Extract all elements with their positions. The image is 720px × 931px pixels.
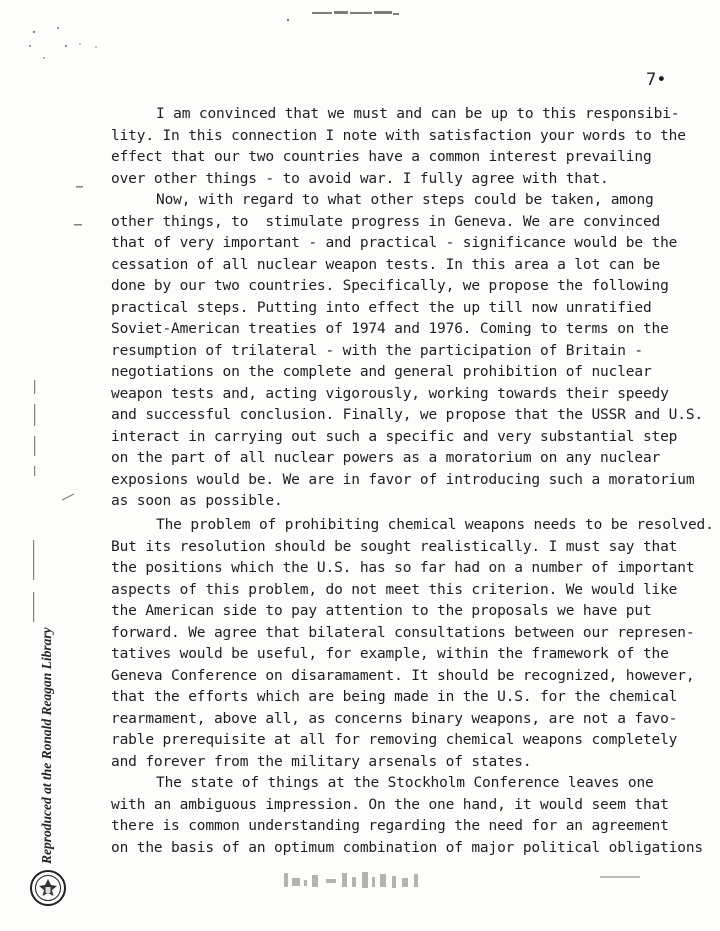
text-line: weapon tests and, acting vigorously, working towards their speedy bbox=[111, 385, 669, 402]
text-line: exposions would be. We are in favor of introducing such a moratorium bbox=[111, 471, 695, 488]
text-line: rearmament, above all, as concerns binary weapons, are not a favo- bbox=[111, 710, 678, 727]
text-line: The state of things at the Stockholm Conference leaves one bbox=[156, 775, 654, 791]
text-line: rable prerequisite at all for removing chemical weapons completely bbox=[111, 732, 678, 748]
text-line: Soviet-American treaties of 1974 and 1976. Coming to terms on the bbox=[111, 321, 669, 337]
text-line: done by our two countries. Specifically, we propose the following bbox=[111, 278, 669, 294]
text-line: Geneva Conference on disaramament. It should be recognized, however, bbox=[111, 667, 695, 684]
text-line: other things, to stimulate progress in Geneva. We are convinced bbox=[111, 213, 661, 230]
text-line: with an ambiguous impression. On the one hand, it would seem that bbox=[111, 796, 669, 813]
library-stamp-text: Reproduced at the Ronald Reagan Library bbox=[39, 627, 54, 864]
page-number: 7• bbox=[646, 70, 667, 90]
text-line: I am convinced that we must and can be up to this responsibi- bbox=[156, 106, 680, 122]
text-line: But its resolution should be sought realistically. I must say that bbox=[111, 538, 678, 555]
text-line: negotiations on the complete and general prohibition of nuclear bbox=[111, 364, 652, 380]
text-line: The problem of prohibiting chemical weapons needs to be resolved. bbox=[156, 517, 714, 533]
text-line: the American side to pay attention to the proposals we have put bbox=[111, 603, 652, 619]
text-line: aspects of this problem, do not meet this criterion. We would like bbox=[111, 581, 678, 598]
text-line: lity. In this connection I note with satisfaction your words to the bbox=[111, 127, 686, 144]
text-line: cessation of all nuclear weapon tests. In this area a lot can be bbox=[111, 256, 661, 273]
text-line: Now, with regard to what other steps could be taken, among bbox=[156, 192, 654, 208]
text-line: forward. We agree that bilateral consultations between our represen- bbox=[111, 624, 695, 641]
text-line: tatives would be useful, for example, within the framework of the bbox=[111, 646, 669, 662]
text-line: practical steps. Putting into effect the up till now unratified bbox=[111, 299, 652, 316]
text-line: that of very important - and practical - significance would be the bbox=[111, 235, 678, 251]
text-line: on the part of all nuclear powers as a moratorium on any nuclear bbox=[111, 450, 661, 466]
text-line: that the efforts which are being made in the U.S. for the chemical bbox=[111, 689, 678, 705]
library-stamp bbox=[28, 627, 68, 910]
text-line: the positions which the U.S. has so far had on a number of important bbox=[111, 560, 695, 576]
text-line: resumption of trilateral - with the participation of Britain - bbox=[111, 342, 643, 359]
text-line: and successful conclusion. Finally, we propose that the USSR and U.S. bbox=[111, 407, 704, 423]
presidential-seal-icon bbox=[28, 868, 68, 908]
text-line: as soon as possible. bbox=[111, 493, 283, 509]
text-line: there is common understanding regarding the need for an agreement bbox=[111, 818, 669, 834]
text-line: interact in carrying out such a specific and very substantial step bbox=[111, 428, 678, 445]
text-line: effect that our two countries have a common interest prevailing bbox=[111, 149, 652, 165]
text-line: on the basis of an optimum combination of major political obligations bbox=[111, 839, 704, 856]
text-line: and forever from the military arsenals of states. bbox=[111, 753, 532, 770]
text-line: over other things - to avoid war. I fully agree with that. bbox=[111, 170, 609, 187]
